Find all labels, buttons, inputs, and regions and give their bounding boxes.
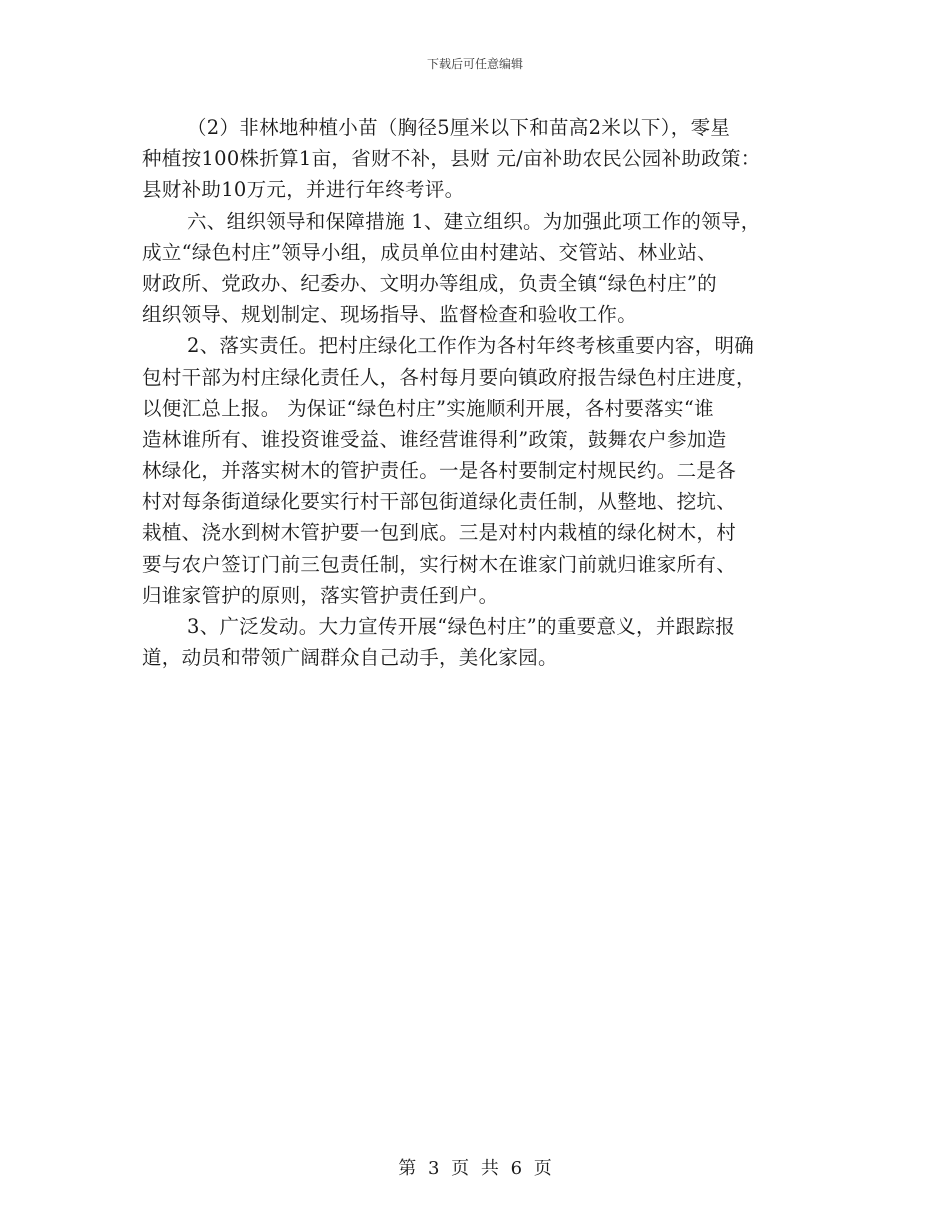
text-line: 2、落实责任。把村庄绿化工作作为各村年终考核重要内容，明确 <box>187 334 755 358</box>
text-line: 村对每条街道绿化要实行村干部包街道绿化责任制，从整地、挖坑、 <box>142 490 737 514</box>
text-line: 道，动员和带领广阔群众自己动手，美化家园。 <box>142 646 558 670</box>
text-line: 造林谁所有、谁投资谁受益、谁经营谁得利”政策，鼓舞农户参加造 <box>142 427 727 451</box>
text-line: 林绿化，并落实树木的管护责任。一是各村要制定村规民约。二是各 <box>142 459 737 483</box>
text-line: 成立“绿色村庄”领导小组，成员单位由村建站、交管站、林业站、 <box>142 240 717 264</box>
text-line: 种植按100株折算1亩，省财不补，县财 元/亩补助农民公园补助政策： <box>142 147 761 171</box>
text-line: 包村干部为村庄绿化责任人，各村每月要向镇政府报告绿色村庄进度， <box>142 365 756 389</box>
text-line: 财政所、党政办、纪委办、文明办等组成，负责全镇“绿色村庄”的 <box>142 271 717 295</box>
header-note: 下载后可任意编辑 <box>426 57 523 71</box>
text-line: 要与农户签订门前三包责任制，实行树木在谁家门前就归谁家所有、 <box>142 552 737 576</box>
text-line: 组织领导、规划制定、现场指导、监督检查和验收工作。 <box>142 303 638 327</box>
text-line: 县财补助10万元，并进行年终考评。 <box>142 178 465 202</box>
document-body <box>142 112 832 673</box>
text-line: 栽植、浇水到树木管护要一包到底。三是对村内栽植的绿化树木，村 <box>142 521 737 545</box>
text-line: 归谁家管护的原则，落实管护责任到户。 <box>142 583 499 607</box>
text-line: 3、广泛发动。大力宣传开展“绿色村庄”的重要意义，并跟踪报 <box>187 615 736 638</box>
text-line: （2）非林地种植小苗（胸径5厘米以下和苗高2米以下），零星 <box>187 116 731 139</box>
text-line: 以便汇总上报。 为保证“绿色村庄”实施顺利开展，各村要落实“谁 <box>142 396 714 420</box>
page-number: 第 3 页 共 6 页 <box>398 1158 552 1179</box>
text-line: 六、组织领导和保障措施 1、建立组织。为加强此项工作的领导， <box>187 209 761 233</box>
